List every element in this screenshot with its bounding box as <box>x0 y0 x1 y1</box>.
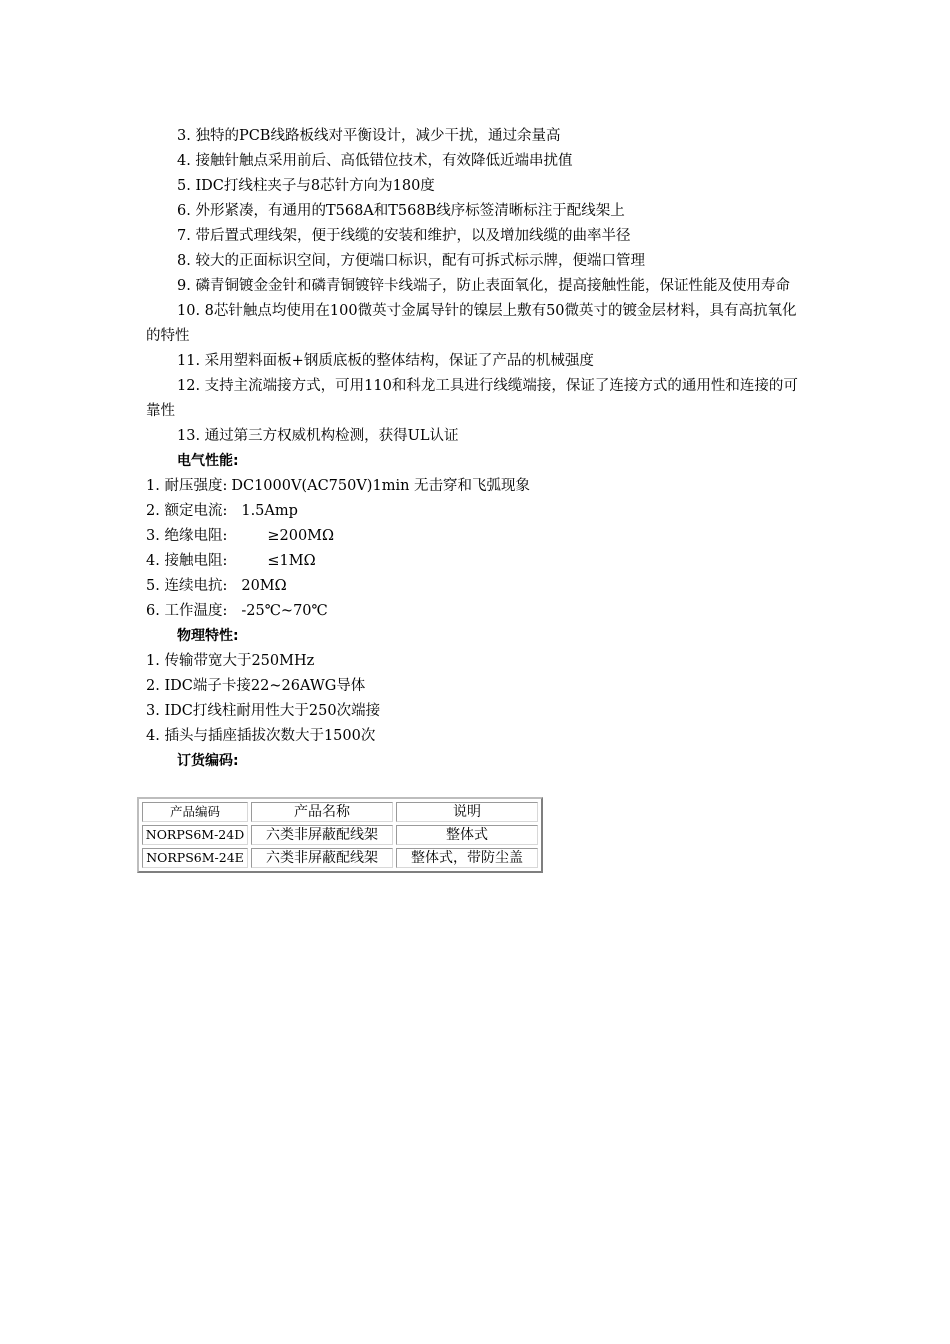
table-header-row <box>142 802 538 822</box>
feature-item-12: 12. 支持主流端接方式，可用110和科龙工具进行线缆端接，保证了连接方式的通用性和连接的可靠性 <box>146 378 798 419</box>
feature-item-4: 4. 接触针触点采用前后、高低错位技术，有效降低近端串扰值 <box>177 153 573 169</box>
column-header: 产品编码 <box>142 802 248 822</box>
feature-item-8: 8. 较大的正面标识空间，方便端口标识，配有可拆式标示牌，便端口管理 <box>177 253 645 269</box>
physical-heading: 物理特性: <box>177 628 239 644</box>
spec-value: ≥200MΩ <box>267 528 335 544</box>
physical-item: 4. 插头与插座插拔次数大于1500次 <box>146 728 376 744</box>
ordering-heading: 订货编码: <box>177 753 239 769</box>
electrical-item <box>146 524 810 549</box>
spec-label: 2. 额定电流: <box>146 503 228 519</box>
feature-item-10: 10. 8芯针触点均使用在100微英寸金属导针的镍层上敷有50微英寸的镀金层材料，具有高抗氧化的特性 <box>146 303 797 344</box>
document-body <box>146 124 810 774</box>
spec-value: 20MΩ <box>241 578 287 594</box>
spec-label: 5. 连续电抗: <box>146 578 228 594</box>
table-row <box>142 825 538 845</box>
product-name-cell: 六类非屏蔽配线架 <box>251 848 393 868</box>
electrical-item <box>146 549 810 574</box>
ordering-table <box>137 797 543 873</box>
feature-item-5: 5. IDC打线柱夹子与8芯针方向为180度 <box>177 178 435 194</box>
physical-item: 3. IDC打线柱耐用性大于250次端接 <box>146 703 381 719</box>
spec-value: -25℃~70℃ <box>241 603 328 619</box>
feature-item-9: 9. 磷青铜镀金金针和磷青铜镀锌卡线端子，防止表面氧化，提高接触性能，保证性能及使用寿命 <box>177 278 790 294</box>
spec-value: DC1000V(AC750V)1min 无击穿和飞弧现象 <box>231 478 531 494</box>
spec-value: 1.5Amp <box>241 503 298 519</box>
feature-item-11: 11. 采用塑料面板+钢质底板的整体结构，保证了产品的机械强度 <box>177 353 594 369</box>
electrical-item <box>146 474 810 499</box>
electrical-item <box>146 599 810 624</box>
table-row <box>142 848 538 868</box>
spec-label: 1. 耐压强度: <box>146 478 228 494</box>
physical-item: 1. 传输带宽大于250MHz <box>146 653 315 669</box>
feature-item-6: 6. 外形紧凑，有通用的T568A和T568B线序标签清晰标注于配线架上 <box>177 203 625 219</box>
product-code-cell: NORPS6M-24E <box>142 848 248 868</box>
feature-item-13: 13. 通过第三方权威机构检测，获得UL认证 <box>177 428 459 444</box>
column-header: 产品名称 <box>251 802 393 822</box>
product-code-cell: NORPS6M-24D <box>142 825 248 845</box>
spec-label: 3. 绝缘电阻: <box>146 528 228 544</box>
description-cell: 整体式，带防尘盖 <box>396 848 538 868</box>
spec-label: 4. 接触电阻: <box>146 553 228 569</box>
electrical-item <box>146 574 810 599</box>
column-header: 说明 <box>396 802 538 822</box>
description-cell: 整体式 <box>396 825 538 845</box>
physical-item: 2. IDC端子卡接22~26AWG导体 <box>146 678 366 694</box>
feature-item-3: 3. 独特的PCB线路板线对平衡设计，减少干扰，通过余量高 <box>177 128 561 144</box>
product-name-cell: 六类非屏蔽配线架 <box>251 825 393 845</box>
electrical-heading: 电气性能: <box>177 453 239 469</box>
feature-item-7: 7. 带后置式理线架，便于线缆的安装和维护，以及增加线缆的曲率半径 <box>177 228 631 244</box>
spec-value: ≤1MΩ <box>267 553 316 569</box>
electrical-item <box>146 499 810 524</box>
spec-label: 6. 工作温度: <box>146 603 228 619</box>
